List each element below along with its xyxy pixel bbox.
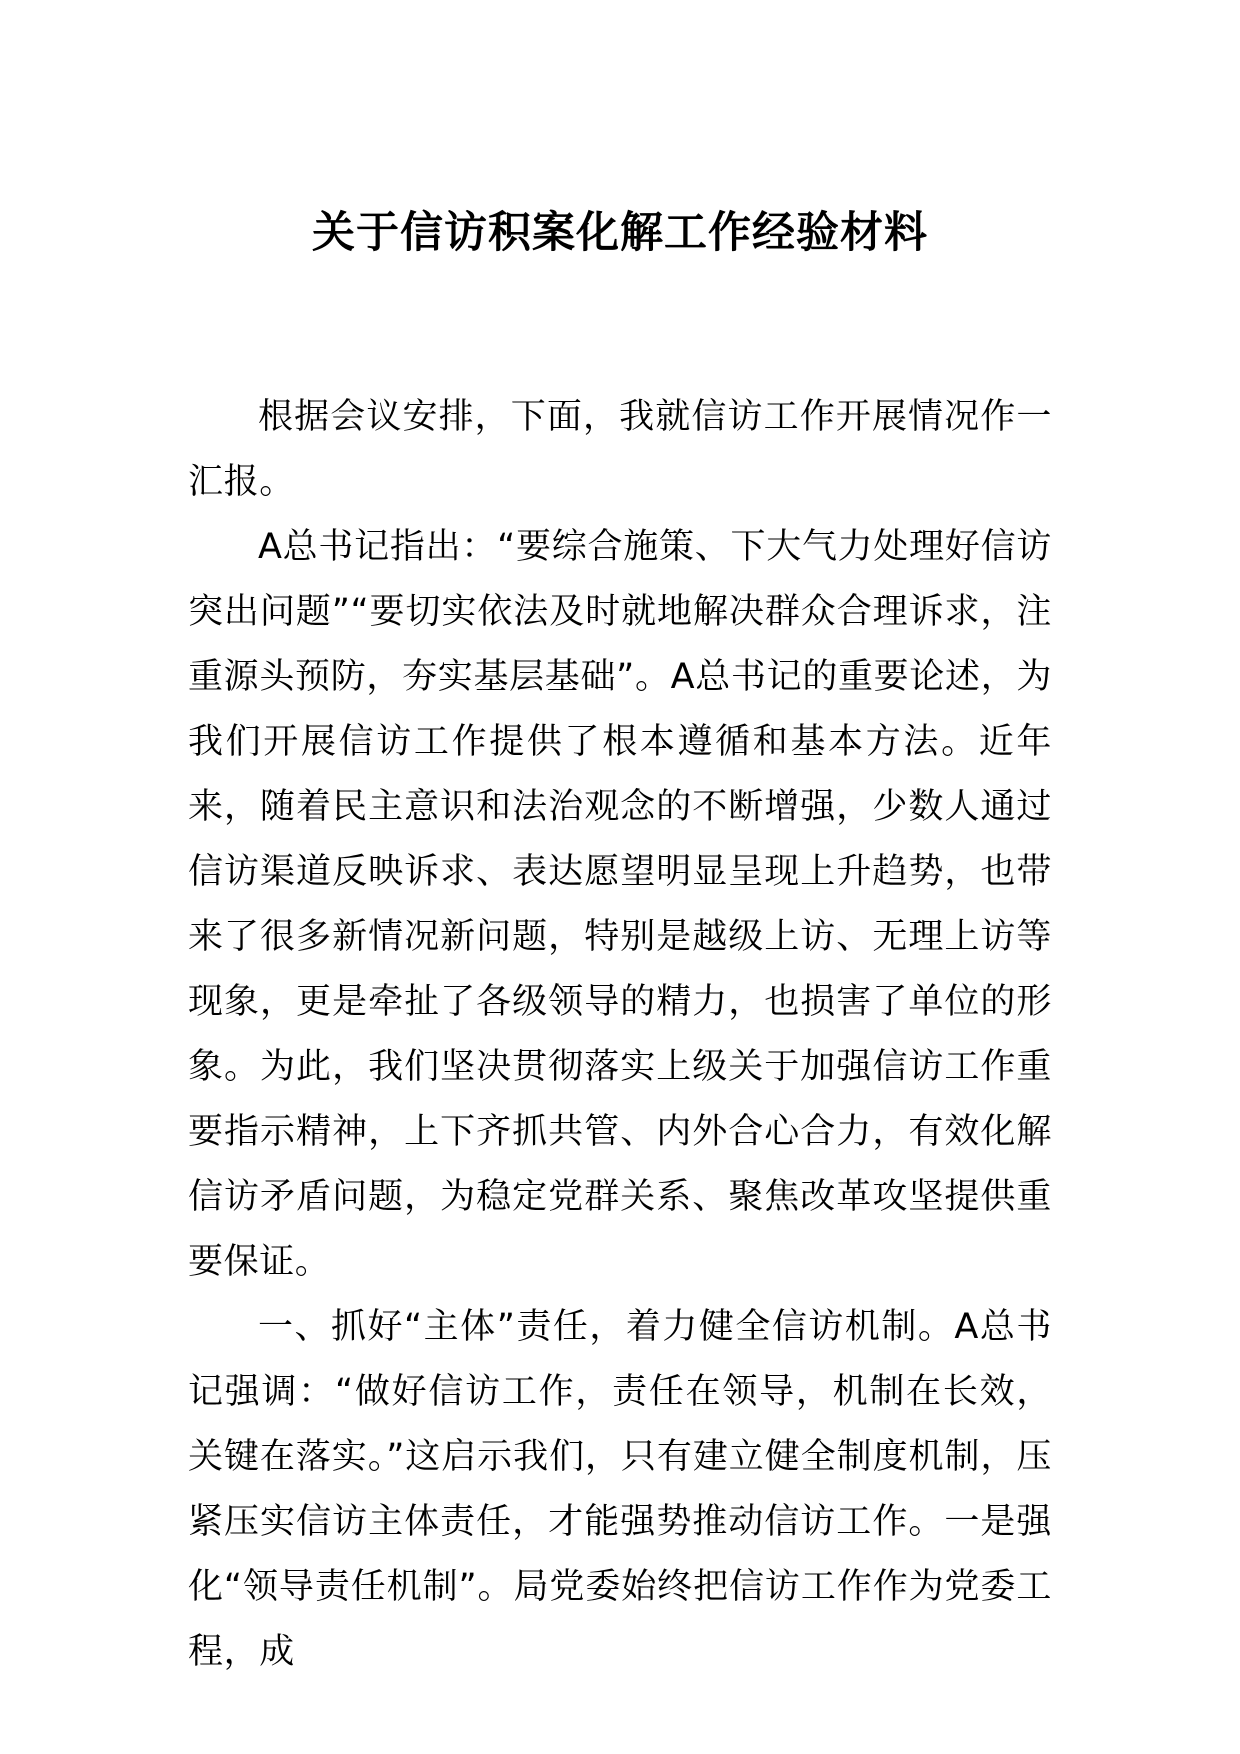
paragraph-section-one: 一、抓好“主体”责任，着力健全信访机制。A总书记强调：“做好信访工作，责任在领导，机制在长效，关键在落实。”这启示我们，只有建立健全制度机制，压紧压实信访主体责任，才能强势推动信访工作。一是强化“领导责任机制”。局党委始终把信访工作作为党委工程，成 bbox=[188, 1307, 1052, 1672]
paragraph-background: A总书记指出：“要综合施策、下大气力处理好信访突出问题”“要切实依法及时就地解决群众合理诉求，注重源头预防，夯实基层基础”。A总书记的重要论述，为我们开展信访工作提供了根本遵循和基本方法。近年来，随着民主意识和法治观念的不断增强，少数人通过信访渠道反映诉求、表达愿望明显呈现上升趋势，也带来了很多新情况新问题，特别是越级上访、无理上访等现象，更是牵扯了各级领导的精力，也损害了单位的形象。为此，我们坚决贯彻落实上级关于加强信访工作重要指示精神，上下齐抓共管、内外合心合力，有效化解信访矛盾问题，为稳定党群关系、聚焦改革攻坚提供重要保证。 bbox=[188, 527, 1052, 1282]
document-title: 关于信访积案化解工作经验材料 bbox=[312, 208, 928, 258]
paragraph-intro: 根据会议安排，下面，我就信访工作开展情况作一汇报。 bbox=[188, 397, 1052, 502]
document-body bbox=[188, 385, 1052, 1685]
